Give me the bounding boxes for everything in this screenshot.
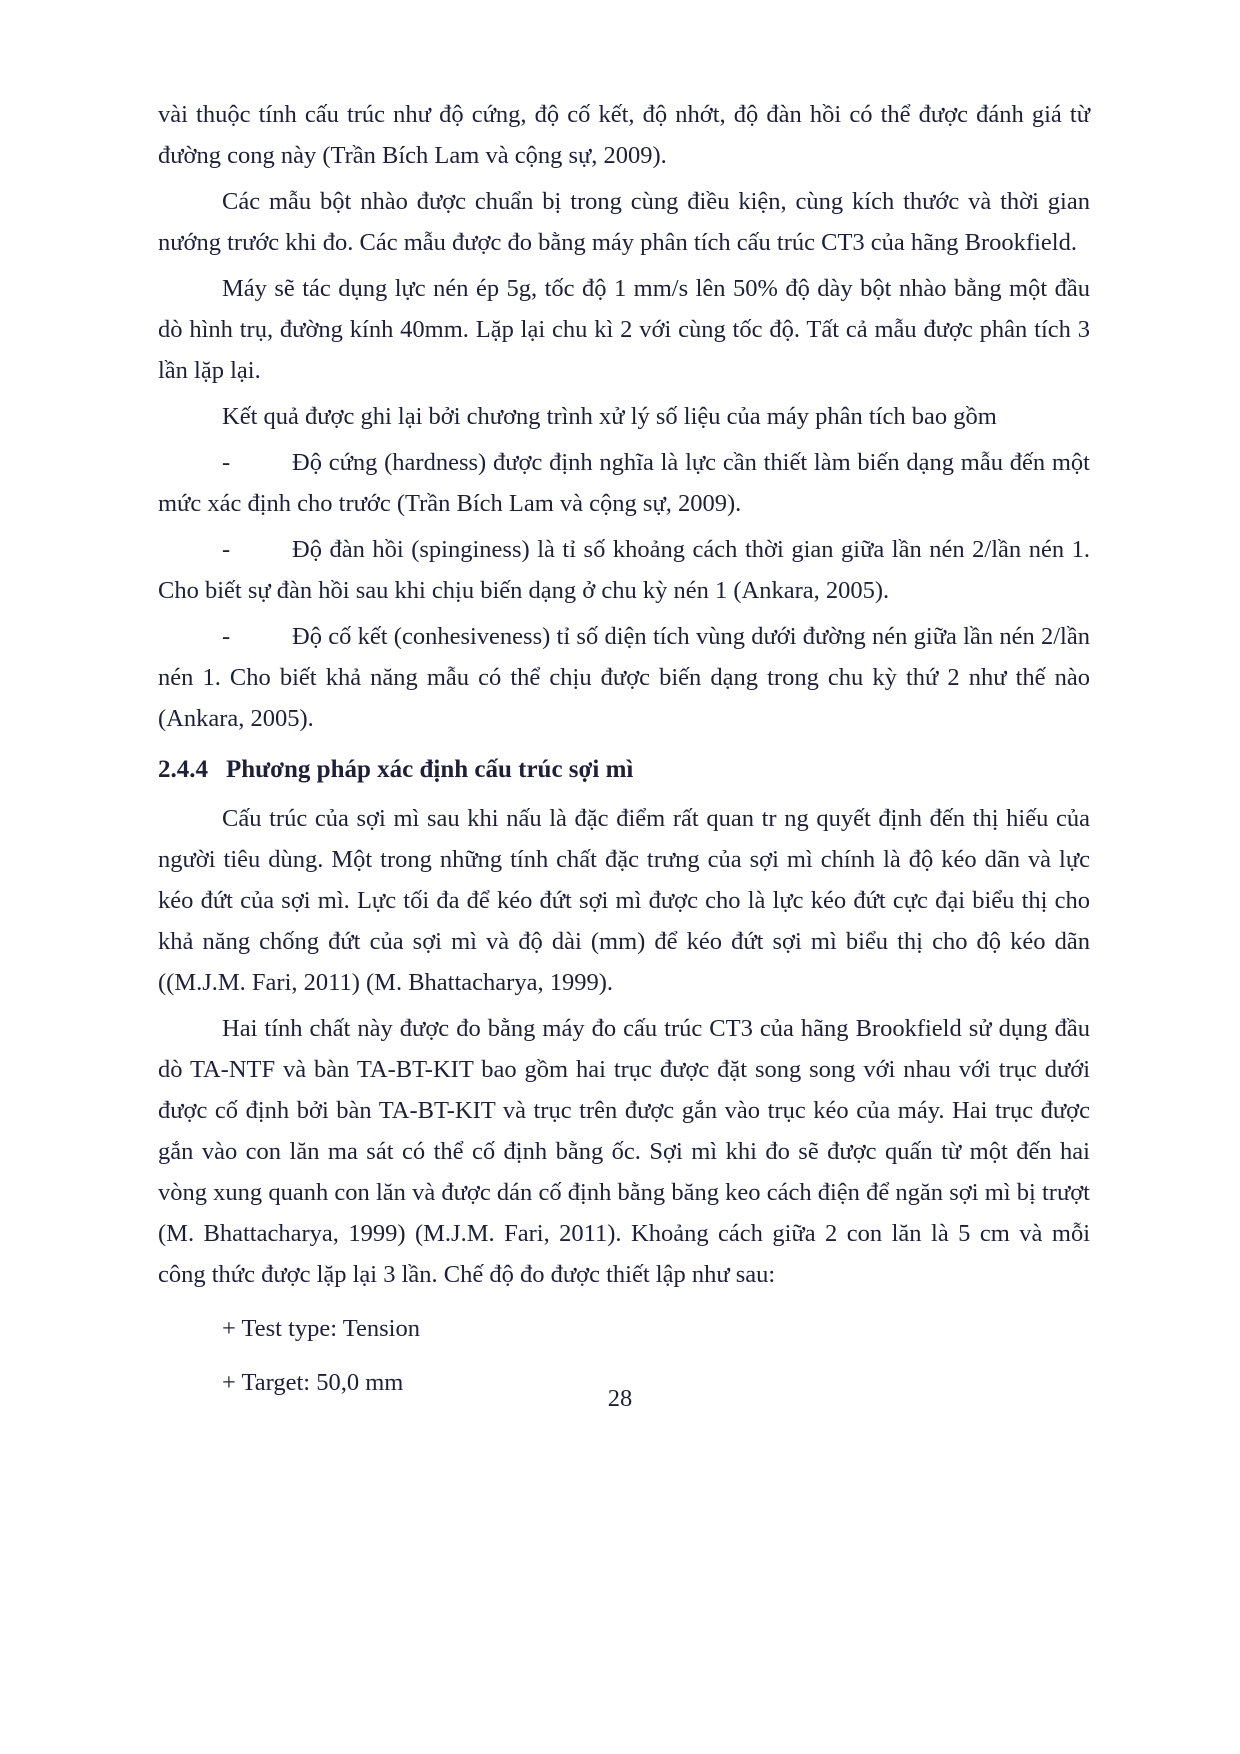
section-number: 2.4.4 [158, 756, 208, 783]
paragraph-results-intro: Kết quả được ghi lại bởi chương trình xử lý số liệu của máy phân tích bao gồm [222, 403, 997, 430]
bullet-text: Độ đàn hồi (spinginess) là tỉ số khoảng cách thời gian giữa lần nén 2/lần nén 1. Cho biết sự đàn hồi sau khi chịu biến dạng ở chu kỳ nén 1 (Ankara, 2005). [158, 536, 1090, 604]
bullet-springiness [158, 529, 1090, 611]
bullet-text: Độ cứng (hardness) được định nghĩa là lực cần thiết làm biến dạng mẫu đến một mức xác định cho trước (Trần Bích Lam và cộng sự, 2009). [158, 449, 1090, 517]
bullet-dash: - [222, 449, 231, 476]
paragraph-noodle-structure: Cấu trúc của sợi mì sau khi nấu là đặc điểm rất quan tr ng quyết định đến thị hiếu của người tiêu dùng. Một trong những tính chất đặc trưng của sợi mì chính là độ kéo dãn và lực kéo đứt của sợi mì. Lực tối đa để kéo đứt sợi mì được cho là lực kéo đứt cực đại biểu thị cho khả năng chống đứt của sợi mì và độ dài (mm) để kéo đứt sợi mì biểu thị cho độ kéo dãn ((M.J.M. Fari, 2011) (M. Bhattacharya, 1999). [158, 805, 1090, 996]
section-heading [158, 749, 1090, 790]
bullet-cohesiveness [158, 616, 1090, 739]
setting-test-type: + Test type: Tension [222, 1315, 420, 1342]
page-number: 28 [607, 1385, 633, 1412]
paragraph-texture-properties: vài thuộc tính cấu trúc như độ cứng, độ cố kết, độ nhớt, độ đàn hồi có thể được đánh giá từ đường cong này (Trần Bích Lam và cộng sự, 2009). [158, 101, 1090, 169]
paragraph-machine-settings: Máy sẽ tác dụng lực nén ép 5g, tốc độ 1 mm/s lên 50% độ dày bột nhào bằng một đầu dò hình trụ, đường kính 40mm. Lặp lại chu kì 2 với cùng tốc độ. Tất cả mẫu được phân tích 3 lần lặp lại. [158, 275, 1090, 384]
bullet-dash: - [222, 536, 231, 563]
bullet-text: Độ cố kết (conhesiveness) tỉ số diện tích vùng dưới đường nén giữa lần nén 2/lần nén 1. Cho biết khả năng mẫu có thể chịu được biến dạng trong chu kỳ thứ 2 như thế nào (Ankara, 2005). [158, 623, 1090, 732]
section-title: Phương pháp xác định cấu trúc sợi mì [226, 756, 634, 783]
paragraph-measurement-setup: Hai tính chất này được đo bằng máy đo cấu trúc CT3 của hãng Brookfield sử dụng đầu dò TA-NTF và bàn TA-BT-KIT bao gồm hai trục được đặt song song với nhau với trục dưới được cố định bởi bàn TA-BT-KIT và trục trên được gắn vào trục kéo của máy. Hai trục được gắn vào con lăn ma sát có thể cố định bằng ốc. Sợi mì khi đo sẽ được quấn từ một đến hai vòng xung quanh con lăn và được dán cố định bằng băng keo cách điện để ngăn sợi mì bị trượt (M. Bhattacharya, 1999) (M.J.M. Fari, 2011). Khoảng cách giữa 2 con lăn là 5 cm và mỗi công thức được lặp lại 3 lần. Chế độ đo được thiết lập như sau: [158, 1015, 1090, 1288]
setting-target: + Target: 50,0 mm [222, 1369, 404, 1396]
paragraph-sample-preparation: Các mẫu bột nhào được chuẩn bị trong cùng điều kiện, cùng kích thước và thời gian nướng trước khi đo. Các mẫu được đo bằng máy phân tích cấu trúc CT3 của hãng Brookfield. [158, 188, 1090, 256]
bullet-dash: - [222, 623, 231, 650]
bullet-hardness [158, 442, 1090, 524]
